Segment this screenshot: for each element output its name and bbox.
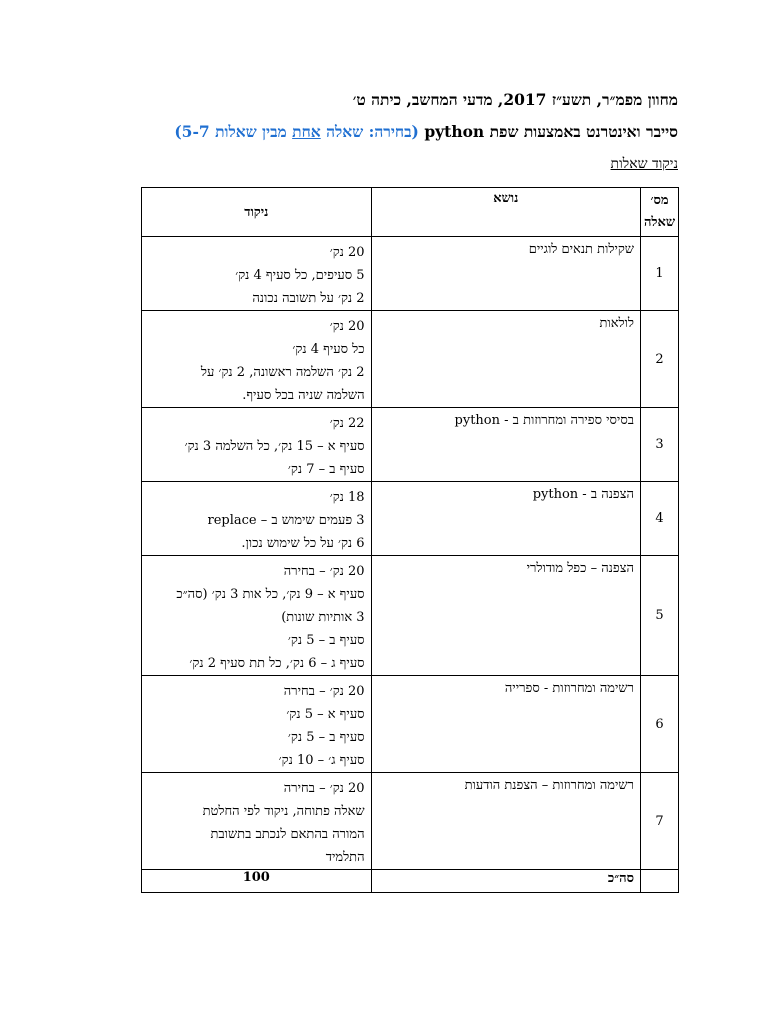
question-number: 5 [641,556,679,676]
question-number: 3 [641,408,679,482]
question-score [142,676,372,773]
table-row [142,237,679,311]
score-line: סעיף ג׳ – 10 נק׳ [278,753,365,768]
score-line: 2 נק׳ על תשובה נכונה [252,291,365,306]
subject-text: סייבר ואינטרנט באמצעות שפת python [424,122,678,141]
document-title: מחוון מפמ״ר, תשע״ז 2017, מדעי המחשב, כיתה ט׳ [352,90,678,109]
score-line: שאלה פתוחה, ניקוד לפי החלטת [202,804,365,819]
score-line: 2 נק׳ השלמה ראשונה, 2 נק׳ על [200,365,365,380]
score-line: 5 סעיפים, כל סעיף 4 נק׳ [235,268,365,283]
score-line: סעיף א – 5 נק׳ [286,707,365,722]
question-score [142,311,372,408]
score-line: 20 נק׳ – בחירה [283,684,365,699]
score-line: 20 נק׳ – בחירה [283,781,365,796]
score-line: התלמיד [325,850,365,865]
score-line: 18 נק׳ [329,490,365,505]
table-row [142,482,679,556]
score-line: 3 אותיות שונות) [281,610,365,625]
score-line: המורה בהתאם לנכתב בתשובת [210,827,365,842]
score-line: השלמה שניה בכל סעיף. [242,388,365,403]
question-topic: רשימה ומחרוזות – הצפנת הודעות [371,773,640,870]
question-score [142,773,372,870]
table-row [142,408,679,482]
question-score [142,482,372,556]
question-topic: הצפנה – כפל מודולרי [371,556,640,676]
score-line: 20 נק׳ – בחירה [283,564,365,579]
total-row [142,870,679,893]
question-topic: רשימה ומחרוזות - ספרייה [371,676,640,773]
score-line: 6 נק׳ על כל שימוש נכון. [241,536,365,551]
question-number: 6 [641,676,679,773]
question-number: 1 [641,237,679,311]
header-topic: נושא [371,188,640,237]
total-value: 100 [142,870,372,893]
table-row [142,773,679,870]
choice-note-emphasis: אחת [292,122,321,141]
total-label: סה״כ [371,870,640,893]
score-line: סעיף ב – 5 נק׳ [287,633,365,648]
question-score [142,237,372,311]
question-topic: שקילות תנאים לוגיים [371,237,640,311]
question-number: 7 [641,773,679,870]
table-row [142,676,679,773]
question-score [142,556,372,676]
score-line: 3 פעמים שימוש ב – replace [207,513,365,528]
table-header-row [142,188,679,237]
question-topic: לולאות [371,311,640,408]
table-row [142,556,679,676]
section-subtitle: ניקוד שאלות [610,156,678,172]
score-line: סעיף ג – 6 נק׳, כל תת סעיף 2 נק׳ [189,656,365,671]
question-number: 2 [641,311,679,408]
score-line: 20 נק׳ [329,319,365,334]
header-score: ניקוד [142,188,372,237]
score-line: סעיף ב – 5 נק׳ [287,730,365,745]
choice-note: (בחירה: שאלה אחת מבין שאלות 5-7) [174,122,419,141]
score-line: סעיף ב – 7 נק׳ [287,462,365,477]
document-subject-line [174,122,678,142]
question-topic: הצפנה ב - python [371,482,640,556]
question-score [142,408,372,482]
question-number: 4 [641,482,679,556]
score-line: סעיף א – 9 נק׳, כל אות 3 נק׳ (סה״כ [176,587,365,602]
table-row [142,311,679,408]
header-question-number: מס׳ שאלה [641,188,679,237]
score-line: 20 נק׳ [329,245,365,260]
score-line: 22 נק׳ [329,416,365,431]
total-empty-cell [641,870,679,893]
score-line: סעיף א – 15 נק׳, כל השלמה 3 נק׳ [184,439,365,454]
question-topic: בסיסי ספירה ומחרוזות ב - python [371,408,640,482]
score-line: כל סעיף 4 נק׳ [292,342,365,357]
scoring-table [141,187,679,893]
